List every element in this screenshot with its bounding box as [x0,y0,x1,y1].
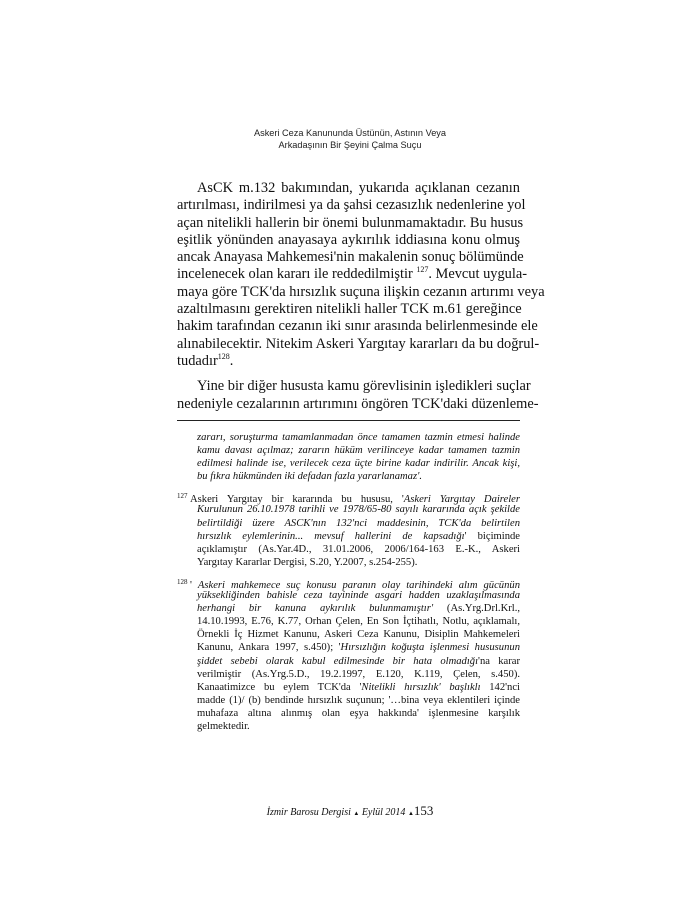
footnote-line [177,615,520,628]
text-line [177,265,528,283]
text-segment: 14.10.1993, E.76, K.77, Orhan Çelen, En Son İçtihatlı, Notlu, açıklamalı, [197,616,520,628]
text-segment: Kanunu, Ankara 1997, s.450); ' [197,642,341,654]
footnote [177,490,520,569]
text-line [177,301,520,318]
footnote-line [177,628,520,641]
issue-date: Eylül 2014 [361,807,406,818]
main-text [177,180,545,413]
footnote-line [177,589,520,602]
text-segment: şiddet sebebi olarak kabul edilmesinde bir hata olmadığı [197,655,479,667]
text-segment: Askeri Yargıtay bir kararında bu hususu, ' [190,494,404,506]
text-segment: açıklamıştır (As.Yar.4D., 31.01.2006, 2006/164-163 E.-K., Askeri [197,543,520,555]
footnote-line [177,457,520,470]
separator-icon: ▲ [407,811,414,817]
footnote-line [177,503,520,516]
footnote-line [177,707,520,720]
text-segment: tudadır [177,352,218,369]
text-segment: Kanaatimizce bu eylem TCK'da ' [197,681,362,693]
text-segment: Askeri Yargıtay Daireler [403,494,521,506]
footnote-line [177,655,520,668]
text-segment: madde (1)/ (b) bendinde hırsızlık suçunun; '…bina veya eklentileri içinde [197,694,520,706]
text-segment: hırsızlık eylemlerinin... mevsuf hallerini de kapsadığı [197,530,465,542]
text-segment: zararı, soruşturma tamamlanmadan önce tamamen tazmin etmesi halinde [197,432,520,443]
text-segment: kamu davası açılmaz; zararın hüküm verilinceye kadar tamamen tazmin [197,445,520,457]
text-segment: hakim tarafından cezanın iki sınır arasında belirlenmesinde ele [177,318,538,335]
text-segment: Kurulunun 26.10.1978 tarihli ve 1978/65-80 sayılı kararında açık şekilde [197,504,520,516]
text-line [177,283,545,301]
footnote-line [177,517,520,530]
text-segment: Hırsızlığın koğuşta işlenmesi hususunun [340,642,520,654]
footnote-divider [177,420,520,421]
footnote-line [177,543,520,556]
footnote-line [177,602,520,615]
paragraph [177,180,545,370]
footnote-line [177,720,520,733]
text-segment: ' biçiminde [464,530,520,542]
text-segment: herhangi bir kanuna aykırılık bulunmamıştır' [197,603,434,615]
separator-icon: ▲ [353,811,360,817]
text-line [177,353,520,370]
text-line [177,232,520,249]
text-segment: edilmesi halinde ise, verilecek ceza üçte birine kadar indirilir. Ancak kişi, [197,458,520,470]
text-segment: 142'nci [480,681,520,693]
text-segment: Nitelikli hırsızlık' başlıklı [361,681,481,693]
journal-name: İzmir Barosu Dergisi [266,807,351,818]
footnote-reference: 127 [416,265,429,275]
text-segment: nedeniyle cezalarının artırımını öngören TCK'daki düzenleme- [177,395,539,412]
text-segment: . Mevcut uygula- [428,266,528,283]
text-line [177,395,539,413]
text-segment: Örnekli İç Hizmet Kanunu, Askeri Ceza Kanunu, Disiplin Mahkemeleri [197,629,520,641]
footnote-line [177,694,520,707]
footnote-line [177,681,520,694]
footnote-number: 128 [177,577,188,586]
text-line [177,378,531,395]
footnote-line [177,431,520,444]
text-segment: (As.Yrg.Drl.Krl., [433,603,520,615]
text-segment: incelenecek olan kararı ile reddedilmiştir [177,266,417,283]
text-segment: açan nitelikli hallerin bir önemi bulunmamaktadır. Bu husus [177,214,524,231]
text-line [177,318,538,335]
text-segment: gelmektedir. [197,720,250,732]
running-header [150,127,550,151]
text-line [177,335,540,353]
footnote-line [177,641,520,654]
text-segment: eşitlik yönünden anayasaya aykırılık iddiasına konu olmuş [177,231,520,248]
footnote-line [177,490,521,506]
text-segment: Yargıtay Kararlar Dergisi, S.20, Y.2007, s.254-255). [197,556,418,568]
text-segment: . [229,352,234,369]
text-segment: bu fıkra hükmünden iki defadan fazla yararlanamaz'. [197,471,423,483]
text-segment: belirtildiği üzere ASCK'nın 132'nci maddesinin, TCK'da belirtilen [197,517,520,529]
text-line [177,249,524,266]
text-segment: ' [190,579,198,591]
text-segment: Askeri mahkemece suç konusu paranın olay tarihindeki alım gücünün [197,579,520,591]
footnote-line [177,576,520,589]
text-segment: azaltılmasını gerektiren nitelikli haller TCK m.61 gereğince [177,301,522,318]
footnote-line [177,668,520,681]
text-segment: Yine bir diğer hususta kamu görevlisinin işledikleri suçlar [197,378,531,395]
footnotes [177,431,520,733]
text-segment: AsCK m.132 bakımından, yukarıda açıklanan cezanın [197,180,520,196]
footnote-line [177,470,520,483]
text-segment: verilmiştir (As.Yrg.5.D., 19.2.1997, E.120, K.119, Çelen, s.450). [197,668,520,680]
text-line [177,197,526,214]
page-footer [150,803,550,819]
text-segment: artırılması, indirilmesi ya da şahsi cezasızlık nedenlerine yol [177,197,526,214]
text-segment: alınabilecektir. Nitekim Askeri Yargıtay kararları da bu doğrul- [177,335,540,352]
header-line-1: Askeri Ceza Kanununda Üstünün, Astının Veya [253,128,447,138]
footnote-line [177,530,520,543]
text-segment: yüksekliğinden bahisle ceza tayininde asgari hadden uzaklaşılmasında [197,590,520,602]
text-segment: maya göre TCK'da hırsızlık suçuna ilişkin cezanın artırımı veya [177,283,545,300]
text-line [177,180,520,197]
text-segment: muhafaza altına alınmış olan eşya hakkında' işlenmesine karşılık [197,707,520,719]
text-line [177,214,524,232]
footnote-reference: 128 [217,351,230,361]
text-segment: ancak Anayasa Mahkemesi'nin makalenin sonuç bölümünde [177,249,524,266]
header-line-2: Arkadaşının Bir Şeyini Çalma Suçu [278,140,422,150]
footnote [177,576,520,733]
paragraph [177,378,539,413]
footnote [177,431,520,483]
page-number: 153 [413,803,434,818]
footnote-line [177,444,520,457]
text-segment: 'na karar [478,655,520,667]
footnote-line [177,556,520,569]
footnote-number: 127 [177,492,188,501]
